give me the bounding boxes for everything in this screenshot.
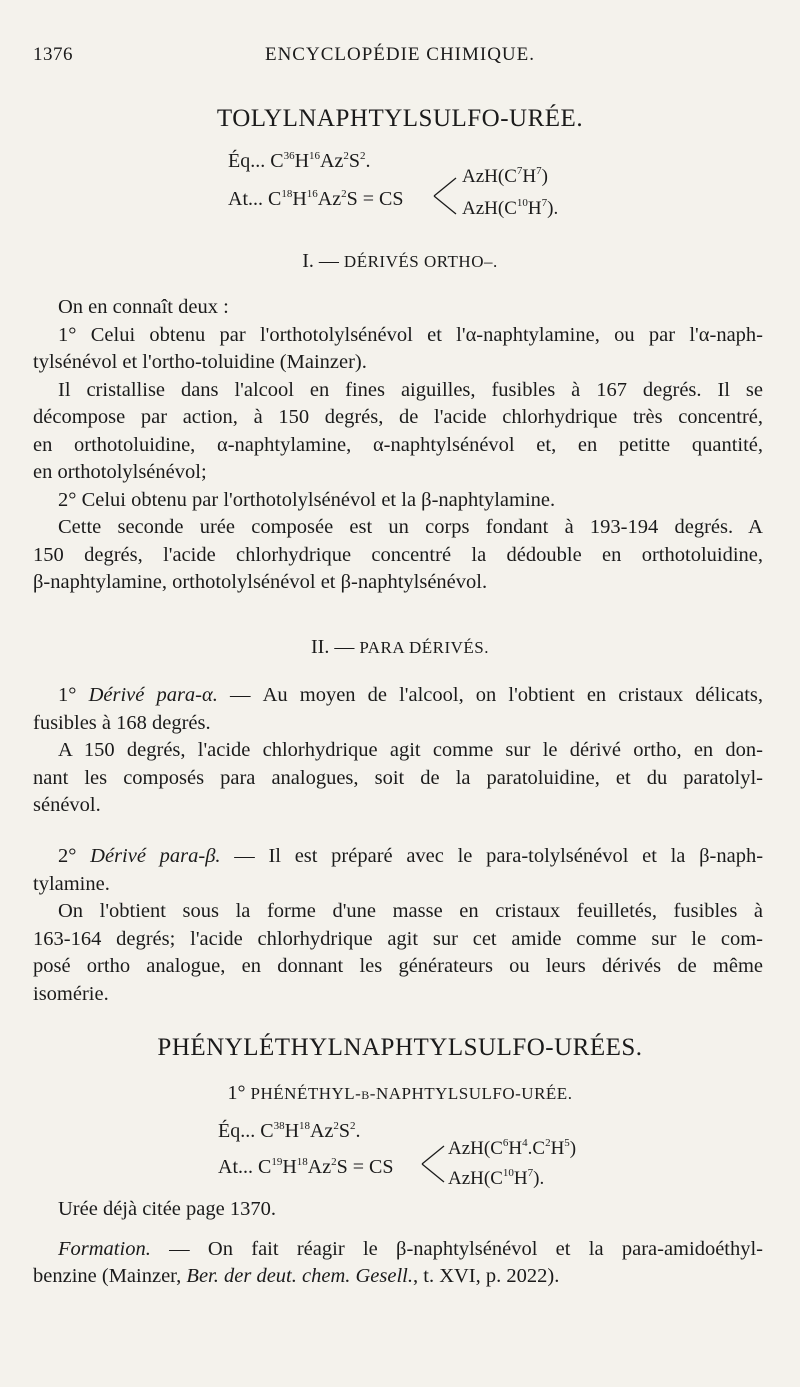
- heading-number: II. —: [311, 636, 355, 658]
- item-number: 1°: [58, 684, 77, 706]
- text-line: tylsénévol et l'ortho-toluidine (Mainzer).: [33, 351, 367, 373]
- heading-text: PHÉNÉTHYL-β-NAPHTYLSULFO-URÉE.: [250, 1084, 573, 1103]
- heading-number: I. —: [302, 250, 339, 272]
- page-number: 1376: [33, 44, 73, 65]
- text-line: en orthotolylsénévol;: [33, 461, 207, 483]
- branch-bottom: $AzH(C^{10}H^7)$.: [448, 1167, 545, 1189]
- text-line: [33, 843, 763, 871]
- body-para-beta: [33, 843, 763, 1008]
- heading-text: DÉRIVÉS ORTHO–.: [343, 252, 498, 271]
- text-line: 150 degrés, l'acide chlorhydrique concentré la dédouble en orthotoluidine,: [33, 543, 763, 566]
- text-line: Urée déjà citée page 1370.: [58, 1198, 276, 1220]
- branch-top: $AzH(C^7H^7)$: [462, 165, 548, 187]
- text-line: en orthotoluidine, α-naphtylamine, α-naphtylsénévol et, en petitte quantité,: [33, 433, 763, 456]
- branch-bracket: [418, 1141, 448, 1189]
- text-line: tylamine.: [33, 872, 110, 895]
- equivalent-formula: Éq... $C^{36}H^{16}Az^2S^2$.: [228, 150, 371, 172]
- item-number: 2°: [58, 845, 77, 867]
- eq-prefix: Éq...: [218, 1120, 256, 1142]
- text-line: On l'obtient sous la forme d'une masse en cristaux feuilletés, fusibles à: [58, 900, 763, 922]
- text-line: posé ortho analogue, en donnant les générateurs ou leurs dérivés de même: [33, 955, 763, 977]
- italic-term: Dérivé para-α.: [88, 684, 218, 706]
- text-line: 2° Celui obtenu par l'orthotolylsénévol et la β-naphtylamine.: [58, 488, 556, 511]
- section-heading-ortho: [0, 250, 800, 273]
- text-line: nant les composés para analogues, soit de la paratoluidine, et du paratolyl-: [33, 766, 763, 789]
- heading-text: PARA DÉRIVÉS.: [359, 638, 489, 657]
- italic-term: Formation.: [58, 1237, 151, 1260]
- text-line: [33, 1236, 763, 1264]
- citation-journal: Ber. der deut. chem. Gesell.: [186, 1265, 413, 1287]
- text-line: sénévol.: [33, 794, 101, 816]
- heading-number: 1°: [227, 1082, 246, 1104]
- text-line: isomérie.: [33, 982, 109, 1005]
- compound-title-2: PHÉNYLÉTHYLNAPHTYLSULFO-URÉES.: [157, 1034, 643, 1061]
- at-prefix: At...: [218, 1156, 253, 1178]
- text-line: A 150 degrés, l'acide chlorhydrique agit comme sur le dérivé ortho, en don-: [58, 739, 763, 761]
- text-line: fusibles à 168 degrés.: [33, 711, 211, 734]
- text-fragment: — Il est préparé avec le para-tolylsénévol et la β-naph-: [234, 845, 764, 867]
- text-line: [33, 1263, 763, 1291]
- running-title: ENCYCLOPÉDIE CHIMIQUE.: [264, 44, 536, 65]
- text-line: 163-164 degrés; l'acide chlorhydrique agit sur cet amide comme sur le com-: [33, 927, 763, 950]
- text-line: décompose par action, à 150 degrés, de l'acide chlorhydrique très concentré,: [33, 406, 763, 428]
- atomic-formula: At... $C^{18}H^{16}Az^2S$ = CS: [228, 188, 404, 210]
- text-line: Cette seconde urée composée est un corps fondant à 193-194 degrés. A: [58, 516, 763, 538]
- branch-bracket: [430, 172, 460, 222]
- branch-top: $AzH(C^6H^4.C^2H^5)$: [448, 1137, 577, 1159]
- text-line: β-naphtylamine, orthotolylsénévol et β-naphtylsénévol.: [33, 571, 488, 593]
- italic-term: Dérivé para-β.: [90, 845, 221, 867]
- text-fragment: — Au moyen de l'alcool, on l'obtient en cristaux délicats,: [230, 684, 764, 706]
- text-fragment: , t. XVI, p. 2022).: [413, 1265, 560, 1287]
- body-section-2: [33, 1196, 763, 1291]
- text-fragment: benzine (Mainzer,: [33, 1265, 182, 1287]
- atomic-formula-2: At... $C^{19}H^{18}Az^2S$ = CS: [218, 1156, 394, 1178]
- subsection-heading: [0, 1082, 800, 1105]
- text-line: 1° Celui obtenu par l'orthotolylsénévol et l'α-naphtylamine, ou par l'α-naph-: [58, 323, 763, 346]
- text-line: Il cristallise dans l'alcool en fines aiguilles, fusibles à 167 degrés. Il se: [58, 378, 763, 401]
- section-heading-para: [0, 636, 800, 659]
- branch-bottom: $AzH(C^{10}H^7)$.: [462, 197, 559, 219]
- paragraph-intro: On en connaît deux :: [58, 296, 229, 318]
- eq-prefix: Éq...: [228, 150, 266, 172]
- equivalent-formula-2: Éq... $C^{38}H^{18}Az^2S^2$.: [218, 1120, 361, 1142]
- body-para-alpha: [33, 682, 763, 820]
- text-line: [33, 682, 763, 710]
- body-ortho: [33, 294, 763, 597]
- at-prefix: At...: [228, 188, 263, 210]
- compound-title: TOLYLNAPHTYLSULFO-URÉE.: [216, 105, 584, 132]
- text-fragment: — On fait réagir le β-naphtylsénévol et la para-amidoéthyl-: [169, 1237, 764, 1260]
